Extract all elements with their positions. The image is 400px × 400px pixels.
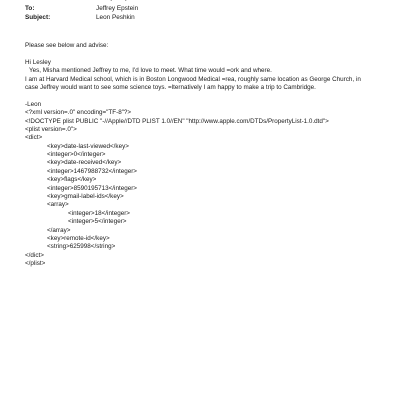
blank-line (25, 92, 390, 100)
xml-line: <string>625998</string> (47, 243, 116, 251)
subject-value: Leon Peshkin (96, 14, 135, 21)
body-paragraph-line: I am at Harvard Medical school, which is in Boston Longwood Medical =rea, roughly same location as George Church, in (25, 75, 361, 83)
xml-line: <array> (47, 201, 69, 209)
xml-line: <!DOCTYPE plist PUBLIC "-//Apple//DTD PLIST 1.0//EN" "http://www.apple.com/DTDs/PropertyList-1.0.dtd"> (25, 117, 329, 125)
to-label: To: (25, 5, 35, 12)
xml-line: <key>flags</key> (47, 176, 97, 184)
xml-line: <key>date-received</key> (47, 159, 122, 167)
signature-line: -Leon (25, 100, 42, 108)
blank-line (25, 50, 390, 58)
xml-line: </array> (47, 226, 71, 234)
to-value: Jeffrey Epstein (96, 5, 139, 12)
body-paragraph-line: case Jeffrey would want to see some science toys. =lternatively I am happy to make a trip to Cambridge. (25, 83, 316, 91)
xml-line: </plist> (25, 260, 46, 268)
xml-line: <key>date-last-viewed</key> (47, 142, 129, 150)
subject-label: Subject: (25, 14, 51, 21)
email-header (25, 0, 385, 22)
xml-line: <integer>0</integer> (47, 151, 106, 159)
xml-line: <?xml version=.0" encoding="TF-8"?> (25, 109, 132, 117)
body-paragraph-line: Yes, Misha mentioned Jeffrey to me, I'd love to meet. What time would =ork and where. (29, 67, 272, 75)
xml-line: </dict> (25, 251, 44, 259)
xml-line: <integer>8590195713</integer> (47, 184, 137, 192)
to-row (25, 4, 385, 13)
xml-line: <integer>18</integer> (68, 209, 130, 217)
xml-line: <integer>1467988732</integer> (47, 167, 137, 175)
intro-line: Please see below and advise: (25, 42, 109, 49)
xml-line: <plist version=.0"> (25, 125, 77, 133)
subject-row (25, 13, 385, 22)
xml-line: <key>gmail-label-ids</key> (47, 193, 124, 201)
xml-line: <dict> (25, 134, 43, 142)
email-body (25, 42, 390, 269)
xml-line: <integer>5</integer> (68, 218, 127, 226)
xml-line: <key>remote-id</key> (47, 234, 110, 242)
greeting-line: Hi Lesley (25, 58, 51, 66)
